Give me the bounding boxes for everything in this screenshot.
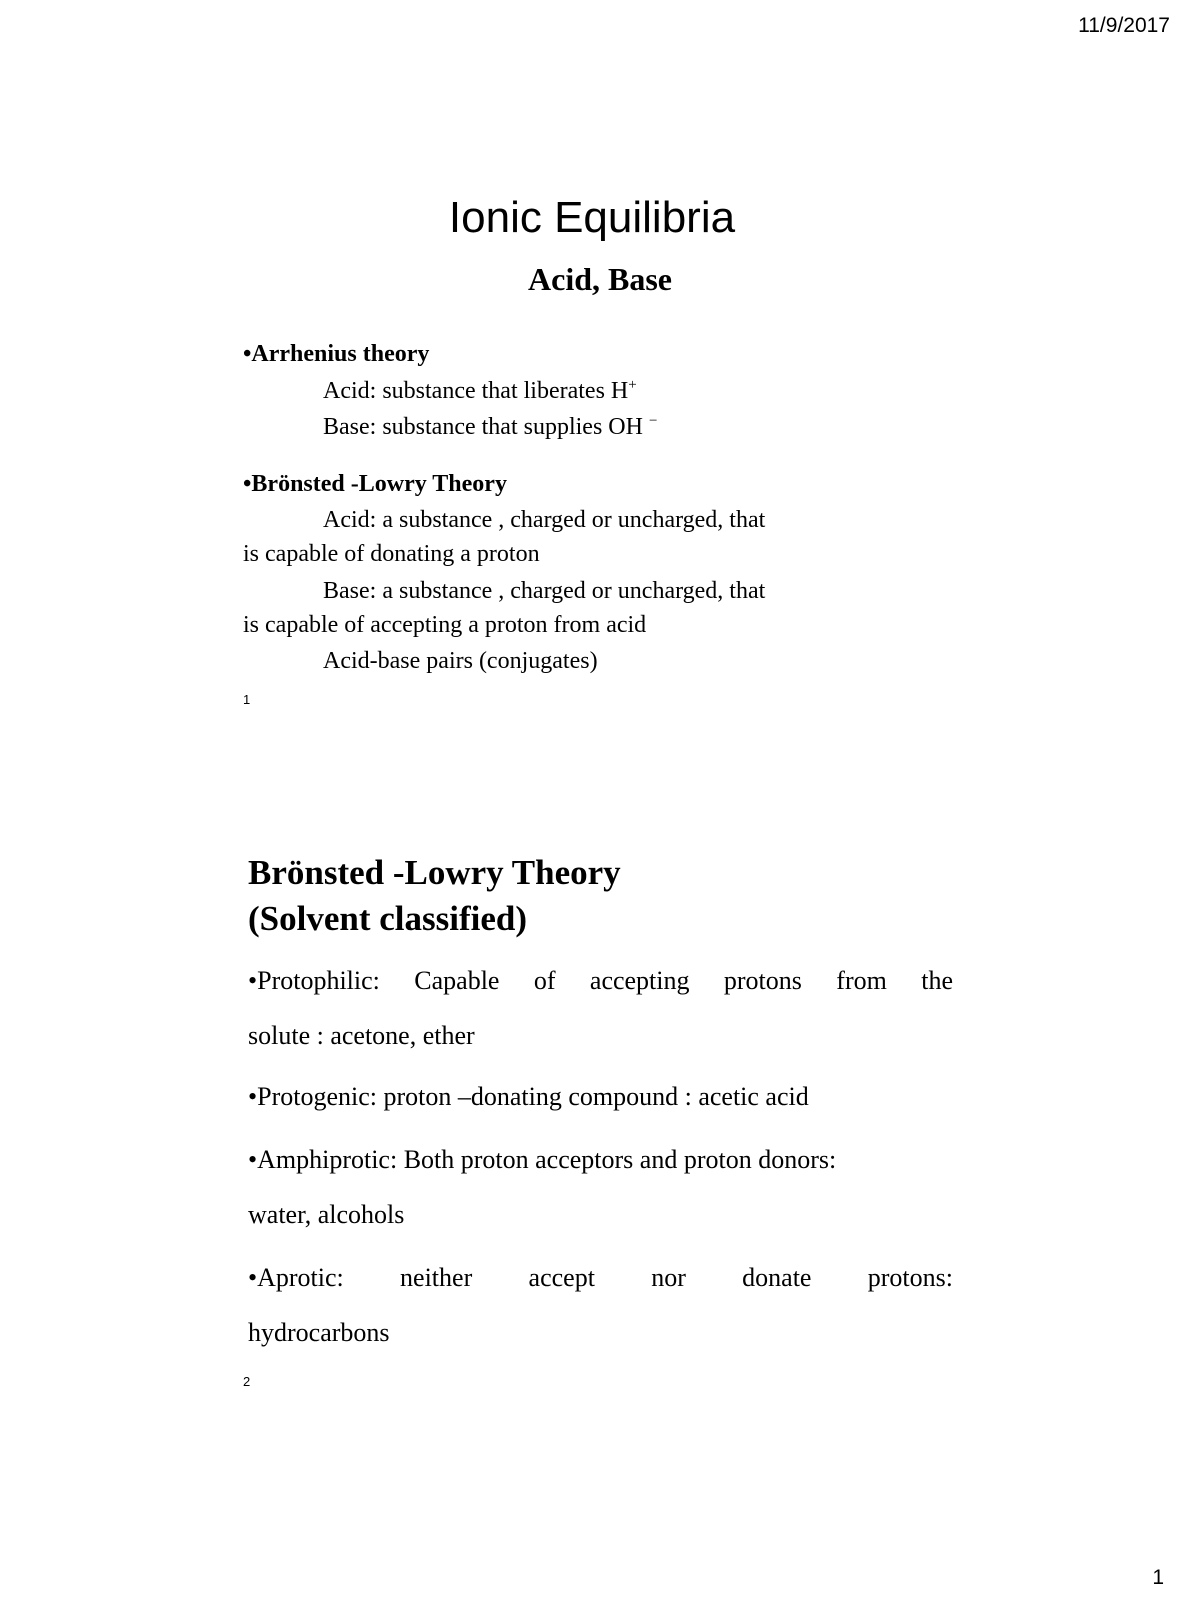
slide2-title-line2: (Solvent classified) [248, 899, 528, 938]
print-date: 11/9/2017 [1078, 14, 1170, 37]
acid-base-pairs-line: Acid-base pairs (conjugates) [323, 648, 598, 674]
arrhenius-heading: •Arrhenius theory [243, 341, 430, 367]
amphiprotic-line2: water, alcohols [248, 1200, 405, 1229]
slide2-number: 2 [243, 1374, 251, 1389]
bronsted-base-line1: Base: a substance , charged or uncharged, that [323, 578, 766, 604]
bronsted-base-line2: is capable of accepting a proton from acid [243, 612, 647, 638]
bronsted-acid-line1: Acid: a substance , charged or uncharged, that [323, 507, 766, 533]
aprotic-line2: hydrocarbons [248, 1318, 390, 1347]
amphiprotic-line1: •Amphiprotic: Both proton acceptors and proton donors: [248, 1145, 837, 1174]
arrhenius-acid-text: Acid: substance that liberates H [323, 378, 629, 404]
slide1-number: 1 [243, 692, 251, 707]
page-number: 1 [1152, 1566, 1164, 1589]
protogenic-line: •Protogenic: proton –donating compound : acetic acid [248, 1082, 809, 1111]
slide1-subtitle: Acid, Base [528, 261, 672, 297]
slide2-title-line1: Brönsted -Lowry Theory [248, 853, 621, 892]
protophilic-line2: solute : acetone, ether [248, 1021, 475, 1050]
arrhenius-acid-superscript: + [628, 377, 637, 393]
arrhenius-base-superscript: − [648, 413, 658, 429]
bronsted-acid-line2: is capable of donating a proton [243, 541, 540, 567]
protophilic-line1: •Protophilic: Capable of accepting protons from the [248, 966, 953, 995]
arrhenius-acid-definition [323, 377, 637, 405]
arrhenius-base-definition [323, 413, 657, 441]
aprotic-line1: •Aprotic: neither accept nor donate protons: [248, 1263, 953, 1292]
slide1-title: Ionic Equilibria [448, 193, 736, 242]
bronsted-lowry-heading: •Brönsted -Lowry Theory [243, 471, 507, 497]
arrhenius-base-text: Base: substance that supplies OH [323, 414, 643, 440]
